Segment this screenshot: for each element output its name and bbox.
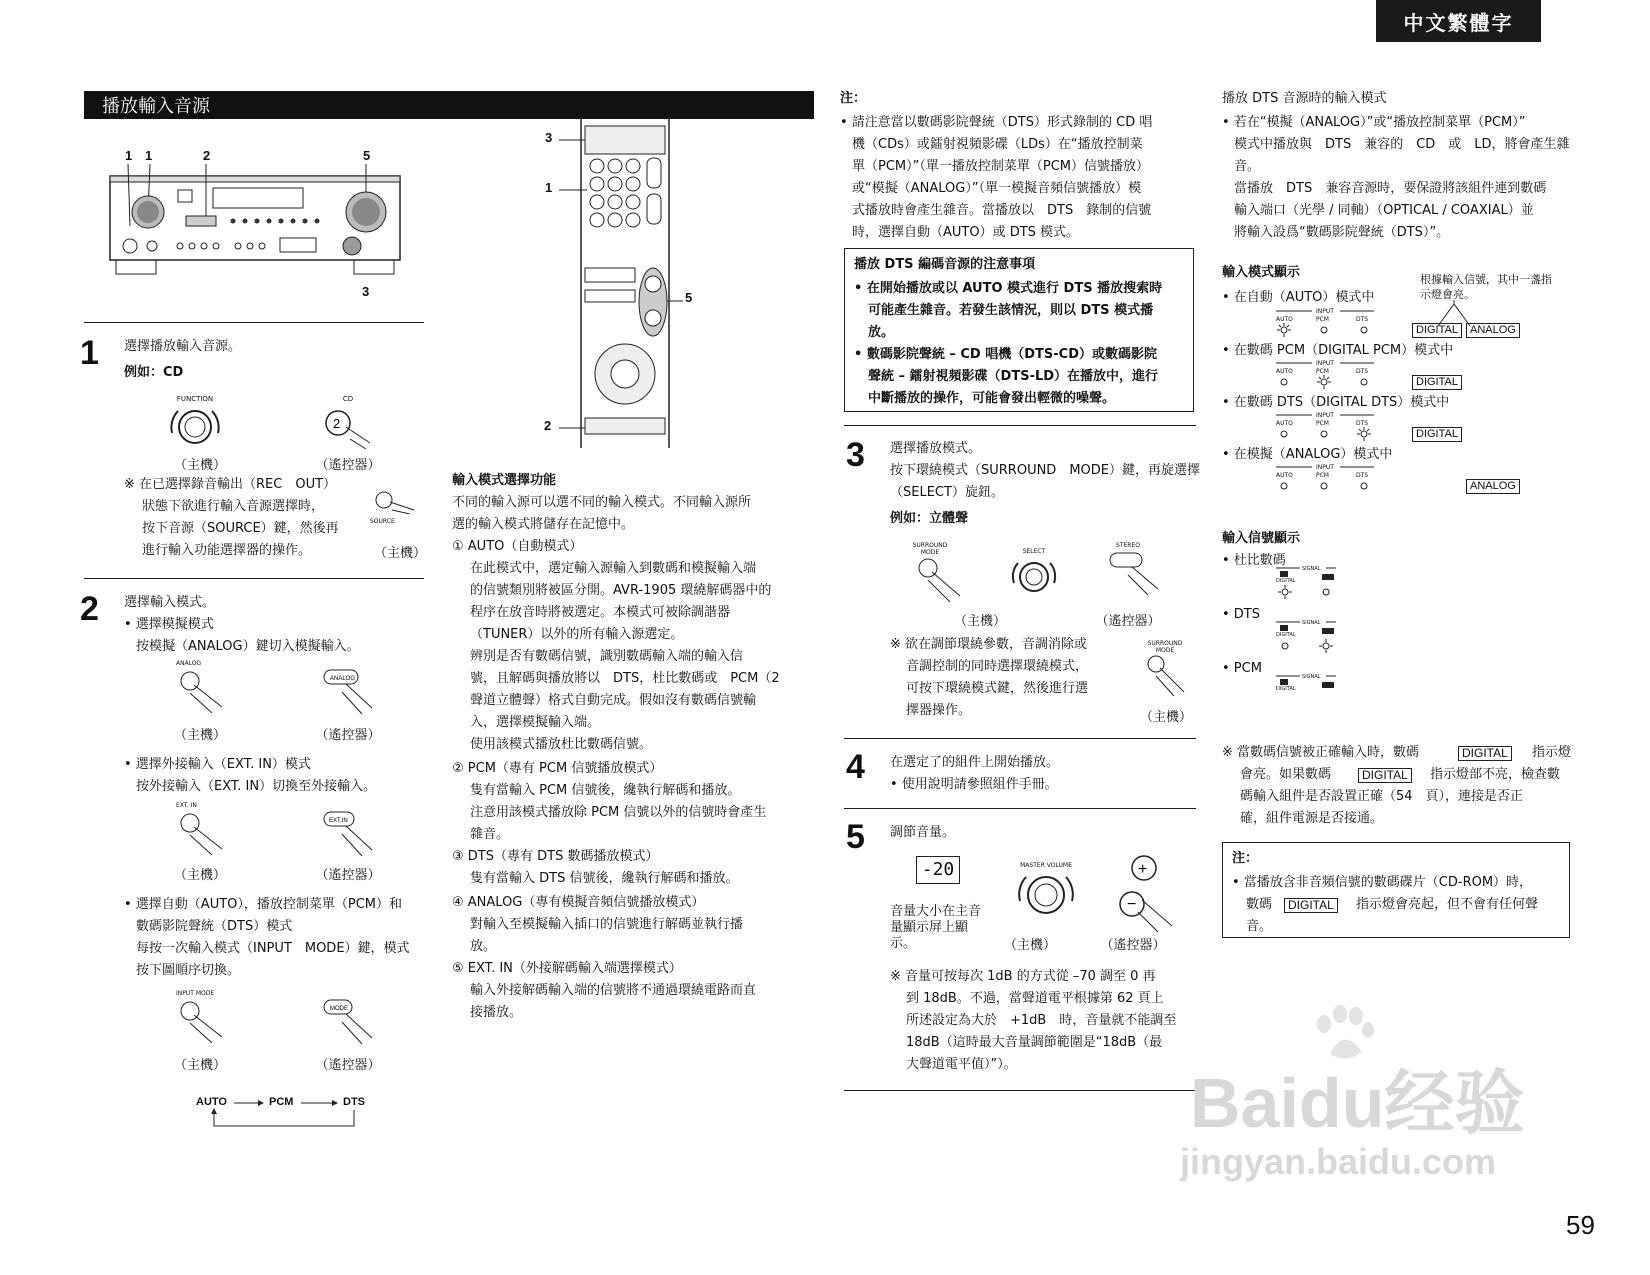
signal-lights <box>1276 566 1346 602</box>
step-1-note-line: 按下音源（SOURCE）鍵，然後再 <box>142 521 339 536</box>
step-1-note-line: ※ 在已選擇錄音輸出（REC OUT） <box>124 477 337 492</box>
surround-mode-label: SURROUND MODE <box>912 542 948 556</box>
caption-main: （主機） <box>173 1058 226 1073</box>
language-tab: 中文繁體字 <box>1376 0 1541 42</box>
dts-box-title: 播放 DTS 編碼音源的注意事項 <box>854 257 1036 272</box>
col4-box-line: • 當播放含非音頻信號的數碼碟片（CD-ROM）時， <box>1232 875 1533 890</box>
svg-text:2: 2 <box>333 416 341 431</box>
caption-main: （主機） <box>173 868 226 883</box>
indicator-input-label: INPUT <box>1316 412 1334 419</box>
select-knob-icon <box>1004 555 1064 599</box>
caption-remote: （遙控器） <box>315 728 381 743</box>
indicator-pcm <box>1276 360 1386 390</box>
col4-note-line: 確，組件電源是否接通。 <box>1240 811 1384 826</box>
section-title-bar <box>84 91 814 119</box>
col4-note-line: ※ 當數碼信號被正確輸入時，數碼 <box>1222 745 1420 760</box>
note-line: 或“模擬（ANALOG）”（單一模擬音頻信號播放）模 <box>852 181 1142 196</box>
step-3-note-line: ※ 欲在調節環繞參數，音調消除或 <box>890 637 1088 652</box>
caption-main: （主機） <box>173 728 226 743</box>
step-3-line: （SELECT）旋鈕。 <box>890 485 1004 500</box>
extin-label: EXT. IN <box>176 802 197 809</box>
remote-figure <box>545 118 695 458</box>
col4-box-line: 音。 <box>1246 919 1273 934</box>
input-mode-title: 輸入模式選擇功能 <box>452 473 557 488</box>
tag-digital: DIGITAL <box>1458 746 1512 761</box>
callout-5: 5 <box>363 148 371 163</box>
stereo-label: STEREO <box>1116 542 1140 549</box>
tag-digital: DIGITAL <box>1412 374 1462 390</box>
mode-item-body: 號，且解碼與播放將以 DTS，杜比數碼或 PCM（2 <box>470 671 780 686</box>
step-5-text: 調節音量。 <box>890 825 956 840</box>
mode-item-body: 隻有當輸入 PCM 信號後，纔執行解碼和播放。 <box>470 783 741 798</box>
dts-box-line: 放。 <box>868 325 895 340</box>
step-3-line: 按下環繞模式（SURROUND MODE）鍵，再旋選擇 <box>890 463 1200 478</box>
step-3-number: 3 <box>846 436 865 474</box>
note-caption-main: （主機） <box>1139 710 1192 725</box>
dts-box-line: • 數碼影院聲統 – CD 唱機（DTS-CD）或數碼影院 <box>854 347 1157 362</box>
divider <box>84 322 424 323</box>
finger-press-icon <box>1140 654 1190 698</box>
select-knob <box>1004 548 1064 604</box>
step-3-note-line: 可按下環繞模式鍵，然後進行選 <box>906 681 1089 696</box>
note-line: • 請注意當以數碼影院聲統（DTS）形式錄制的 CD 唱 <box>840 115 1153 130</box>
step-4-number: 4 <box>846 748 865 786</box>
dts-input-line: 音。 <box>1234 159 1261 174</box>
dts-input-line: 將輸入設爲“數碼影院聲統（DTS）”。 <box>1234 225 1450 240</box>
source-button-figure <box>370 488 420 528</box>
step-5-note-line: 大聲道電平值）”）。 <box>906 1057 1017 1072</box>
function-knob-figure <box>160 395 230 455</box>
col4-note-line: 碼輸入組件是否設置正確（54 頁），連接是否正 <box>1240 789 1524 804</box>
mode-item-body: 程序在放音時將被選定。本模式可被除調諧器 <box>470 605 731 620</box>
remote-callout-1: 1 <box>545 180 553 195</box>
signal-label: SIGNAL <box>1302 566 1321 572</box>
caption-remote: （遙控器） <box>1095 614 1161 629</box>
finger-press-icon <box>322 998 382 1046</box>
remote-callout-2: 2 <box>544 418 552 433</box>
indicator-dts-label: DTS <box>1356 368 1369 375</box>
note-label: 注： <box>840 91 867 106</box>
finger-press-icon <box>322 810 382 858</box>
step-1-note-line: 進行輸入功能選擇器的操作。 <box>142 543 312 558</box>
mode-display-note: 示燈會亮。 <box>1420 288 1475 301</box>
signal-digital-label: DIGITAL <box>1276 578 1296 584</box>
indicator-auto-label: AUTO <box>1276 472 1293 479</box>
mode-button-text: MODE <box>330 1006 348 1012</box>
inputmode-label: INPUT MODE <box>176 990 215 997</box>
mode-button-remote <box>322 998 382 1046</box>
indicator-auto-label: AUTO <box>1276 420 1293 427</box>
indicator-auto <box>1276 308 1386 338</box>
step-5-note-line: 到 18dB。不過，當聲道電平根據第 62 頁上 <box>906 991 1164 1006</box>
svg-text:+: + <box>1138 861 1148 878</box>
display-caption: 量顯示屏上顯 <box>890 920 969 935</box>
mode-item-body: 入，選擇模擬輸入端。 <box>470 715 601 730</box>
finger-press-icon <box>370 488 420 514</box>
paw-logo-icon <box>1310 1004 1380 1064</box>
master-volume-knob-icon <box>1006 869 1086 921</box>
inputmode-button-main <box>176 990 236 1046</box>
seq-pcm: PCM <box>269 1096 294 1108</box>
function-label: FUNCTION <box>176 395 214 403</box>
seq-auto: AUTO <box>196 1096 227 1108</box>
step-1-example: 例如：CD <box>124 365 184 380</box>
divider <box>844 738 1196 739</box>
function-knob-icon <box>160 403 230 451</box>
mode-analog: • 在模擬（ANALOG）模式中 <box>1222 447 1393 462</box>
indicator-lights <box>1276 360 1386 390</box>
finger-press-icon <box>910 556 970 602</box>
extin-button-text: EXT.IN <box>329 818 348 824</box>
mode-item-body: 辨別是否有數碼信號，識別數碼輸入端的輸入信 <box>470 649 744 664</box>
mode-item-body: 注意用該模式播放除 PCM 信號以外的信號時會產生 <box>470 805 767 820</box>
sequence-arrows <box>196 1096 376 1136</box>
mode-item-body: 對輸入至模擬輸入插口的信號進行解碼並執行播 <box>470 917 744 932</box>
step-3-example: 例如：立體聲 <box>890 511 969 526</box>
caption-main: （主機） <box>953 614 1006 629</box>
col4-note-line: 會亮。如果數碼 <box>1240 767 1332 782</box>
master-volume-knob <box>1006 862 1086 924</box>
note-caption-main: （主機） <box>374 546 427 561</box>
cd-label: CD <box>342 395 354 403</box>
surround-mode-label: SURROUND MODE <box>1147 640 1183 654</box>
finger-press-icon <box>176 809 236 855</box>
mode-sequence <box>196 1096 376 1136</box>
analog-button-remote <box>322 668 382 716</box>
step-3-note-line: 音調控制的同時選擇環繞模式， <box>906 659 1089 674</box>
volume-buttons-remote <box>1112 854 1182 934</box>
mode-item-head: ② PCM（專有 PCM 信號播放模式） <box>452 761 663 776</box>
mode-item-head: ③ DTS（專有 DTS 數碼播放模式） <box>452 849 659 864</box>
signal-dts: • DTS <box>1222 607 1261 622</box>
signal-indicator-pcm <box>1276 674 1346 710</box>
svg-text:−: − <box>1127 896 1137 913</box>
mode-dts: • 在數碼 DTS（DIGITAL DTS）模式中 <box>1222 395 1450 410</box>
dts-input-title: 播放 DTS 音源時的輸入模式 <box>1222 91 1387 106</box>
indicator-lights <box>1276 308 1386 338</box>
dts-box-line: 中斷播放的操作，可能會發出輕微的噪聲。 <box>868 391 1116 406</box>
input-mode-intro: 選的輸入模式將儲存在記憶中。 <box>452 517 635 532</box>
mode-display-note: 根據輸入信號，其中一盞指 <box>1420 273 1552 286</box>
mode-item-body: 接播放。 <box>470 1005 523 1020</box>
indicator-lights <box>1276 412 1386 442</box>
step-5-note-line: 所述設定為大於 +1dB 時，音量就不能調至 <box>906 1013 1177 1028</box>
note-line: 機（CDs）或鐳射視頻影碟（LDs）在“播放控制菜 <box>852 137 1143 152</box>
note-line: 式播放時會產生雜音。當播放以 DTS 錄制的信號 <box>852 203 1152 218</box>
step-1-text: 選擇播放輸入音源。 <box>124 339 242 354</box>
tag-digital: DIGITAL <box>1284 898 1338 913</box>
mode-display-title: 輸入模式顯示 <box>1222 265 1301 280</box>
seq-dts: DTS <box>343 1096 365 1108</box>
dts-box-line: • 在開始播放或以 AUTO 模式進行 DTS 播放搜索時 <box>854 281 1163 296</box>
indicator-pcm-label: PCM <box>1316 368 1329 375</box>
auto-mode-line: 每按一次輸入模式（INPUT MODE）鍵，模式 <box>136 941 410 956</box>
indicator-pcm-label: PCM <box>1316 472 1329 479</box>
col4-box-line: 數碼 <box>1246 897 1273 912</box>
auto-mode-line: 按下圖順序切換。 <box>136 963 241 978</box>
source-label: SOURCE <box>370 518 395 525</box>
cd-button-figure <box>318 395 378 455</box>
volume-display: -20 <box>916 856 960 884</box>
tag-digital: DIGITAL <box>1412 322 1462 338</box>
divider <box>844 425 1196 426</box>
step-2-text: 選擇輸入模式。 <box>124 595 216 610</box>
finger-press-icon <box>176 667 236 713</box>
indicator-auto-label: AUTO <box>1276 316 1293 323</box>
caption-main: （主機） <box>1003 938 1056 953</box>
master-volume-label: MASTER VOLUME <box>1020 862 1072 869</box>
analog-button-text: ANALOG <box>330 676 356 682</box>
step-3-note-line: 擇器操作。 <box>906 703 972 718</box>
signal-lights <box>1276 620 1346 656</box>
extin-title: • 選擇外接輸入（EXT. IN）模式 <box>124 757 311 772</box>
col4-box-label: 注： <box>1232 851 1259 866</box>
signal-dolby: • 杜比數碼 <box>1222 553 1286 568</box>
analog-button-main <box>176 660 236 716</box>
step-1-note-line: 狀態下欲進行輸入音源選擇時， <box>142 499 325 514</box>
mode-item-body: 聲道立體聲）格式自動完成。假如沒有數碼信號輸 <box>470 693 757 708</box>
tag-analog: ANALOG <box>1466 478 1520 494</box>
dts-input-line: • 若在“模擬（ANALOG）”或“播放控制菜單（PCM）” <box>1222 115 1526 130</box>
indicator-input-label: INPUT <box>1316 308 1334 315</box>
watermark-url: jingyan.baidu.com <box>1180 1141 1497 1182</box>
auto-mode-line: 數碼影院聲統（DTS）模式 <box>136 919 293 934</box>
step-1-number: 1 <box>80 334 99 372</box>
tag-digital: DIGITAL <box>1412 426 1462 442</box>
auto-mode-line: • 選擇自動（AUTO），播放控制菜單（PCM）和 <box>124 897 403 912</box>
mode-item-body: 輸入外接解碼輸入端的信號將不通過環繞電路而直 <box>470 983 757 998</box>
tag-analog: ANALOG <box>1466 322 1520 338</box>
analog-label: ANALOG <box>176 660 202 667</box>
remote-callout-5: 5 <box>685 290 693 305</box>
mode-item-head: ⑤ EXT. IN（外接解碼輸入端選擇模式） <box>452 961 682 976</box>
divider <box>84 578 424 579</box>
signal-label: SIGNAL <box>1302 620 1321 626</box>
indicator-input-label: INPUT <box>1316 464 1334 471</box>
signal-lights <box>1276 674 1346 710</box>
signal-digital-label: DIGITAL <box>1276 632 1296 638</box>
signal-display-title: 輸入信號顯示 <box>1222 531 1301 546</box>
indicator-lights <box>1276 464 1386 494</box>
indicator-analog <box>1276 464 1386 494</box>
note-line: 單（PCM）”（單一播放控制菜單（PCM）信號播放） <box>852 159 1150 174</box>
step-2-number: 2 <box>80 590 99 628</box>
col4-note-line: 指示燈部不亮，檢查數 <box>1430 767 1561 782</box>
dts-input-line: 模式中播放與 DTS 兼容的 CD 或 LD，將會產生雜 <box>1234 137 1570 152</box>
mode-pcm: • 在數碼 PCM（DIGITAL PCM）模式中 <box>1222 343 1454 358</box>
receiver-front-illustration <box>108 164 408 286</box>
signal-indicator-dts <box>1276 620 1346 656</box>
step-4-line: 在選定了的組件上開始播放。 <box>890 755 1060 770</box>
divider <box>844 808 1196 809</box>
indicator-pcm-label: PCM <box>1316 420 1329 427</box>
analog-title: • 選擇模擬模式 <box>124 617 214 632</box>
mode-item-body: （TUNER）以外的所有輸入源選定。 <box>470 627 684 642</box>
caption-main: （主機） <box>173 458 226 473</box>
note-line: 時，選擇自動（AUTO）或 DTS 模式。 <box>852 225 1080 240</box>
finger-press-icon <box>318 403 378 451</box>
callout-2: 2 <box>203 148 211 163</box>
mode-item-body: 放。 <box>470 939 497 954</box>
callout-1a: 1 <box>125 148 133 163</box>
step-3-line: 選擇播放模式。 <box>890 441 982 456</box>
signal-pcm: • PCM <box>1222 661 1262 676</box>
mode-item-head: ① AUTO（自動模式） <box>452 539 583 554</box>
signal-indicator-dolby <box>1276 566 1346 602</box>
mode-item-body: 的信號類別將被區分開。AVR-1905 環繞解碼器中的 <box>470 583 772 598</box>
caption-remote: （遙控器） <box>315 1058 381 1073</box>
step-5-note-line: 18dB（這時最大音量調節範圍是“18dB（最 <box>906 1035 1163 1050</box>
mode-item-body: 使用該模式播放杜比數碼信號。 <box>470 737 653 752</box>
indicator-dts-label: DTS <box>1356 472 1369 479</box>
dts-box-line: 聲統 – 鐳射視頻影碟（DTS-LD）在播放中，進行 <box>868 369 1159 384</box>
indicator-dts <box>1276 412 1386 442</box>
mode-auto: • 在自動（AUTO）模式中 <box>1222 290 1375 305</box>
caption-remote: （遙控器） <box>315 868 381 883</box>
mode-item-body: 隻有當輸入 DTS 信號後，纔執行解碼和播放。 <box>470 871 739 886</box>
indicator-auto-label: AUTO <box>1276 368 1293 375</box>
step-4-line: • 使用說明請參照組件手冊。 <box>890 777 1058 792</box>
mode-item-body: 雜音。 <box>470 827 510 842</box>
stereo-button <box>1108 542 1168 602</box>
tag-digital: DIGITAL <box>1358 768 1412 783</box>
finger-press-icon <box>176 997 236 1043</box>
caption-remote: （遙控器） <box>315 458 381 473</box>
dts-box-line: 可能產生雜音。若發生該情況，則以 DTS 模式播 <box>868 303 1154 318</box>
extin-button-remote <box>322 810 382 858</box>
signal-label: SIGNAL <box>1302 674 1321 680</box>
callout-1b: 1 <box>145 148 153 163</box>
extin-button-main <box>176 802 236 858</box>
indicator-dts-label: DTS <box>1356 316 1369 323</box>
step-5-note-line: ※ 音量可按每次 1dB 的方式從 –70 調至 0 再 <box>890 969 1156 984</box>
front-panel-figure <box>108 148 408 298</box>
caption-remote: （遙控器） <box>1100 938 1166 953</box>
indicator-input-label: INPUT <box>1316 360 1334 367</box>
volume-plus-minus-icon <box>1112 854 1182 934</box>
mode-item-head: ④ ANALOG（專有模擬音頻信號播放模式） <box>452 895 705 910</box>
step-5-number: 5 <box>846 818 865 856</box>
analog-text: 按模擬（ANALOG）鍵切入模擬輸入。 <box>136 639 360 654</box>
surround-mode-note-button <box>1140 640 1190 700</box>
dts-input-line: 輸入端口（光學 / 同軸）（OPTICAL / COAXIAL）並 <box>1234 203 1534 218</box>
page-number: 59 <box>1566 1210 1595 1240</box>
dts-input-line: 當播放 DTS 兼容音源時，要保證將該組件連到數碼 <box>1234 181 1547 196</box>
finger-press-icon <box>1108 549 1168 595</box>
extin-text: 按外接輸入（EXT. IN）切換至外接輸入。 <box>136 779 377 794</box>
input-mode-intro: 不同的輸入源可以選不同的輸入模式。不同輸入源所 <box>452 495 752 510</box>
indicator-pcm-label: PCM <box>1316 316 1329 323</box>
col4-box-line: 指示燈會亮起，但不會有任何聲 <box>1356 897 1539 912</box>
select-label: SELECT <box>1022 548 1046 555</box>
mode-item-body: 在此模式中，選定輸入源輸入到數碼和模擬輸入端 <box>470 561 757 576</box>
signal-digital-label: DIGITAL <box>1276 686 1296 692</box>
section-title: 播放輸入音源 <box>102 96 210 117</box>
display-caption: 音量大小在主音 <box>890 904 982 919</box>
divider <box>844 1090 1196 1091</box>
remote-control-illustration <box>559 118 685 458</box>
remote-callout-3: 3 <box>545 130 553 145</box>
surround-mode-button <box>910 542 970 602</box>
finger-press-icon <box>322 668 382 716</box>
callout-3: 3 <box>362 284 370 299</box>
col4-note-line: 指示燈 <box>1532 745 1572 760</box>
display-caption: 示。 <box>890 936 917 951</box>
watermark-logo: Baidu经验 <box>1190 1064 1525 1142</box>
indicator-dts-label: DTS <box>1356 420 1369 427</box>
